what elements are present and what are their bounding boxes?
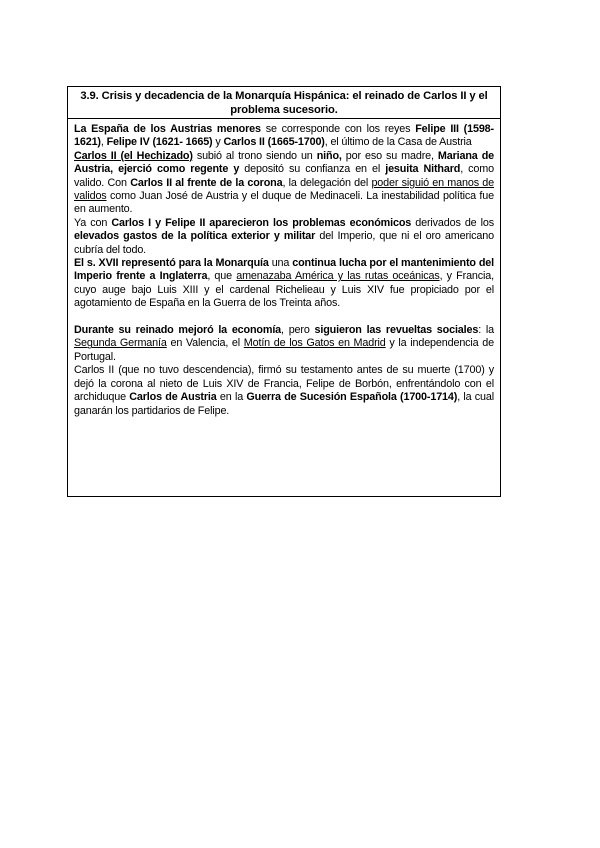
section-title: 3.9. Crisis y decadencia de la Monarquía Hispánica: el reinado de Carlos II y el problema sucesorio.: [68, 87, 500, 119]
term-austrias-menores: La España de los Austrias menores: [74, 123, 261, 135]
term-carlos-ii-hechizado: Carlos II (el Hechizado): [74, 149, 193, 162]
paragraph-siglo-xvii: El s. XVII representó para la Monarquía una continua lucha por el mantenimiento del Imperio frente a Inglaterra, que amenazaba América y las rutas oceánicas, y Francia, cuyo auge bajo Luis XIII y el cardenal Richelieau y Luis XIV fue propiciado por el agotamiento de España en la Guerra de los Treinta años.: [74, 257, 494, 310]
paragraph-economia-revueltas: Durante su reinado mejoró la economía, pero siguieron las revueltas sociales: la Segunda Germanía en Valencia, el Motín de los Gatos en Madrid y la independencia de Portugal.: [74, 324, 494, 363]
summary-content: [68, 119, 500, 418]
paragraph-problemas-economicos: Ya con Carlos I y Felipe II aparecieron los problemas económicos derivados de los elevados gastos de la política exterior y militar del Imperio, que ni el oro americano cubría del todo.: [74, 216, 495, 256]
paragraph-austrias-menores: La España de los Austrias menores se corresponde con los reyes Felipe III (1598-1621), Felipe IV (1621- 1665) y Carlos II (1665-1700), el último de la Casa de Austria: [74, 123, 494, 149]
paragraph-gap: [74, 311, 494, 324]
summary-box: [67, 86, 501, 497]
paragraph-carlos-ii: Carlos II (el Hechizado) subió al trono siendo un niño, por eso su madre, Mariana de Austria, ejerció como regente y depositó su confianza en el jesuita Nithard, como valido. Con Carlos II al frente de la corona, la delegación del poder siguió en manos de validos como Juan José de Austria y el duque de Medinaceli. La inestabilidad política fue en aumento.: [74, 149, 495, 216]
paragraph-sucesion: Carlos II (que no tuvo descendencia), firmó su testamento antes de su muerte (1700) y dejó la corona al nieto de Luis XIV de Francia, Felipe de Borbón, enfrentándolo con el archiduque Carlos de Austria en la Guerra de Sucesión Española (1700-1714), la cual ganarán los partidarios de Felipe.: [74, 364, 495, 417]
